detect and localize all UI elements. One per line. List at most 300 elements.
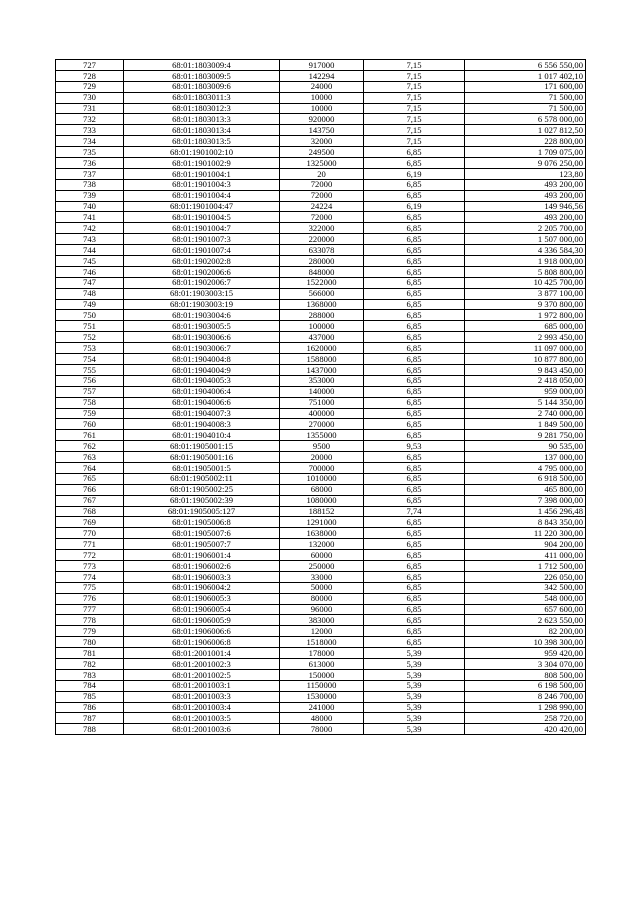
area-cell: 920000 — [280, 114, 364, 125]
table-row — [56, 70, 586, 81]
area-cell: 249500 — [280, 147, 364, 158]
cadastral-value-cell: 6 578 000,00 — [465, 114, 586, 125]
row-number-cell: 773 — [56, 560, 124, 571]
row-number-cell: 736 — [56, 158, 124, 169]
cadastral-number-cell: 68:01:1904005:3 — [124, 375, 280, 386]
cadastral-number-cell: 68:01:1905002:11 — [124, 473, 280, 484]
table-row — [56, 332, 586, 343]
row-number-cell: 776 — [56, 593, 124, 604]
area-cell: 1522000 — [280, 277, 364, 288]
row-number-cell: 769 — [56, 517, 124, 528]
rate-cell: 6,85 — [364, 528, 465, 539]
area-cell: 10000 — [280, 103, 364, 114]
row-number-cell: 751 — [56, 321, 124, 332]
cadastral-number-cell: 68:01:1903004:6 — [124, 310, 280, 321]
area-cell: 24000 — [280, 81, 364, 92]
cadastral-number-cell: 68:01:1803011:3 — [124, 92, 280, 103]
cadastral-value-cell: 2 418 050,00 — [465, 375, 586, 386]
rate-cell: 6,85 — [364, 266, 465, 277]
rate-cell: 6,85 — [364, 484, 465, 495]
row-number-cell: 784 — [56, 680, 124, 691]
cadastral-value-cell: 90 535,00 — [465, 441, 586, 452]
row-number-cell: 779 — [56, 626, 124, 637]
cadastral-value-cell: 657 600,00 — [465, 604, 586, 615]
cadastral-number-cell: 68:01:1902002:8 — [124, 256, 280, 267]
cadastral-number-cell: 68:01:1803013:4 — [124, 125, 280, 136]
table-row — [56, 212, 586, 223]
table-row — [56, 277, 586, 288]
rate-cell: 5,39 — [364, 680, 465, 691]
row-number-cell: 729 — [56, 81, 124, 92]
table-row — [56, 397, 586, 408]
area-cell: 1620000 — [280, 343, 364, 354]
cadastral-number-cell: 68:01:1901004:5 — [124, 212, 280, 223]
rate-cell: 6,85 — [364, 637, 465, 648]
cadastral-value-cell: 171 600,00 — [465, 81, 586, 92]
cadastral-value-cell: 71 500,00 — [465, 92, 586, 103]
rate-cell: 7,15 — [364, 92, 465, 103]
cadastral-number-cell: 68:01:1905005:127 — [124, 506, 280, 517]
row-number-cell: 747 — [56, 277, 124, 288]
rate-cell: 6,85 — [364, 321, 465, 332]
area-cell: 1368000 — [280, 299, 364, 310]
cadastral-number-cell: 68:01:1803012:3 — [124, 103, 280, 114]
rate-cell: 6,85 — [364, 571, 465, 582]
rate-cell: 7,15 — [364, 60, 465, 71]
table-row — [56, 375, 586, 386]
cadastral-number-cell: 68:01:1906006:6 — [124, 626, 280, 637]
area-cell: 24224 — [280, 201, 364, 212]
row-number-cell: 745 — [56, 256, 124, 267]
rate-cell: 6,85 — [364, 179, 465, 190]
area-cell: 143750 — [280, 125, 364, 136]
table-row — [56, 637, 586, 648]
row-number-cell: 783 — [56, 669, 124, 680]
cadastral-value-cell: 2 993 450,00 — [465, 332, 586, 343]
row-number-cell: 732 — [56, 114, 124, 125]
table-row — [56, 147, 586, 158]
area-cell: 322000 — [280, 223, 364, 234]
table-row — [56, 680, 586, 691]
row-number-cell: 786 — [56, 702, 124, 713]
row-number-cell: 782 — [56, 658, 124, 669]
table-row — [56, 615, 586, 626]
rate-cell: 6,85 — [364, 462, 465, 473]
area-cell: 132000 — [280, 539, 364, 550]
rate-cell: 6,85 — [364, 256, 465, 267]
table-row — [56, 201, 586, 212]
table-row — [56, 419, 586, 430]
area-cell: 140000 — [280, 386, 364, 397]
row-number-cell: 753 — [56, 343, 124, 354]
cadastral-number-cell: 68:01:1905002:39 — [124, 495, 280, 506]
area-cell: 68000 — [280, 484, 364, 495]
cadastral-value-cell: 11 220 300,00 — [465, 528, 586, 539]
row-number-cell: 763 — [56, 452, 124, 463]
cadastral-value-cell: 3 877 100,00 — [465, 288, 586, 299]
rate-cell: 7,15 — [364, 81, 465, 92]
table-row — [56, 604, 586, 615]
rate-cell: 6,85 — [364, 539, 465, 550]
cadastral-number-cell: 68:01:1901007:4 — [124, 245, 280, 256]
rate-cell: 6,85 — [364, 615, 465, 626]
row-number-cell: 778 — [56, 615, 124, 626]
table-row — [56, 343, 586, 354]
table-row — [56, 593, 586, 604]
row-number-cell: 744 — [56, 245, 124, 256]
row-number-cell: 760 — [56, 419, 124, 430]
table-row — [56, 669, 586, 680]
row-number-cell: 761 — [56, 430, 124, 441]
rate-cell: 9,53 — [364, 441, 465, 452]
rate-cell: 7,15 — [364, 70, 465, 81]
table-row — [56, 517, 586, 528]
table-row — [56, 528, 586, 539]
cadastral-value-cell: 8 843 350,00 — [465, 517, 586, 528]
cadastral-value-cell: 2 740 000,00 — [465, 408, 586, 419]
area-cell: 400000 — [280, 408, 364, 419]
cadastral-value-cell: 411 000,00 — [465, 550, 586, 561]
area-cell: 1325000 — [280, 158, 364, 169]
row-number-cell: 775 — [56, 582, 124, 593]
area-cell: 1080000 — [280, 495, 364, 506]
rate-cell: 6,85 — [364, 550, 465, 561]
row-number-cell: 787 — [56, 713, 124, 724]
cadastral-number-cell: 68:01:1904004:8 — [124, 354, 280, 365]
row-number-cell: 756 — [56, 375, 124, 386]
rate-cell: 6,85 — [364, 386, 465, 397]
area-cell: 1437000 — [280, 364, 364, 375]
table-row — [56, 321, 586, 332]
cadastral-number-cell: 68:01:1901004:4 — [124, 190, 280, 201]
row-number-cell: 759 — [56, 408, 124, 419]
row-number-cell: 728 — [56, 70, 124, 81]
area-cell: 633078 — [280, 245, 364, 256]
row-number-cell: 788 — [56, 724, 124, 735]
row-number-cell: 743 — [56, 234, 124, 245]
cadastral-number-cell: 68:01:1901002:9 — [124, 158, 280, 169]
area-cell: 280000 — [280, 256, 364, 267]
table-row — [56, 702, 586, 713]
table-row — [56, 713, 586, 724]
cadastral-number-cell: 68:01:1903006:7 — [124, 343, 280, 354]
area-cell: 142294 — [280, 70, 364, 81]
cadastral-number-cell: 68:01:1906003:3 — [124, 571, 280, 582]
area-cell: 848000 — [280, 266, 364, 277]
cadastral-number-cell: 68:01:2001002:5 — [124, 669, 280, 680]
table-row — [56, 484, 586, 495]
cadastral-number-cell: 68:01:1901004:7 — [124, 223, 280, 234]
rate-cell: 6,19 — [364, 168, 465, 179]
cadastral-value-cell: 959 000,00 — [465, 386, 586, 397]
table-row — [56, 354, 586, 365]
cadastral-number-cell: 68:01:1903003:19 — [124, 299, 280, 310]
table-row — [56, 266, 586, 277]
cadastral-value-cell: 808 500,00 — [465, 669, 586, 680]
cadastral-number-cell: 68:01:1903005:5 — [124, 321, 280, 332]
table-row — [56, 223, 586, 234]
row-number-cell: 765 — [56, 473, 124, 484]
area-cell: 353000 — [280, 375, 364, 386]
area-cell: 100000 — [280, 321, 364, 332]
area-cell: 383000 — [280, 615, 364, 626]
area-cell: 250000 — [280, 560, 364, 571]
row-number-cell: 733 — [56, 125, 124, 136]
cadastral-number-cell: 68:01:1901004:3 — [124, 179, 280, 190]
cadastral-number-cell: 68:01:1904006:6 — [124, 397, 280, 408]
cadastral-value-cell: 4 795 000,00 — [465, 462, 586, 473]
row-number-cell: 777 — [56, 604, 124, 615]
rate-cell: 6,85 — [364, 190, 465, 201]
cadastral-value-cell: 1 849 500,00 — [465, 419, 586, 430]
cadastral-value-cell: 548 000,00 — [465, 593, 586, 604]
table-row — [56, 691, 586, 702]
table-row — [56, 452, 586, 463]
rate-cell: 6,85 — [364, 277, 465, 288]
table-row — [56, 430, 586, 441]
row-number-cell: 749 — [56, 299, 124, 310]
table-row — [56, 103, 586, 114]
row-number-cell: 741 — [56, 212, 124, 223]
area-cell: 917000 — [280, 60, 364, 71]
table-row — [56, 386, 586, 397]
rate-cell: 7,74 — [364, 506, 465, 517]
row-number-cell: 762 — [56, 441, 124, 452]
area-cell: 241000 — [280, 702, 364, 713]
row-number-cell: 780 — [56, 637, 124, 648]
area-cell: 700000 — [280, 462, 364, 473]
rate-cell: 6,85 — [364, 473, 465, 484]
cadastral-value-cell: 9 370 800,00 — [465, 299, 586, 310]
row-number-cell: 740 — [56, 201, 124, 212]
cadastral-value-cell: 10 877 800,00 — [465, 354, 586, 365]
rate-cell: 6,85 — [364, 364, 465, 375]
table-row — [56, 136, 586, 147]
row-number-cell: 737 — [56, 168, 124, 179]
rate-cell: 6,85 — [364, 560, 465, 571]
area-cell: 72000 — [280, 190, 364, 201]
row-number-cell: 746 — [56, 266, 124, 277]
row-number-cell: 767 — [56, 495, 124, 506]
rate-cell: 6,85 — [364, 310, 465, 321]
cadastral-value-cell: 6 556 550,00 — [465, 60, 586, 71]
cadastral-number-cell: 68:01:1904004:9 — [124, 364, 280, 375]
area-cell: 96000 — [280, 604, 364, 615]
cadastral-number-cell: 68:01:1902006:7 — [124, 277, 280, 288]
cadastral-value-cell: 1 017 402,10 — [465, 70, 586, 81]
cadastral-number-cell: 68:01:1906005:4 — [124, 604, 280, 615]
cadastral-number-cell: 68:01:2001003:1 — [124, 680, 280, 691]
cadastral-value-cell: 7 398 000,00 — [465, 495, 586, 506]
table-row — [56, 158, 586, 169]
rate-cell: 6,85 — [364, 582, 465, 593]
cadastral-value-cell: 9 281 750,00 — [465, 430, 586, 441]
cadastral-value-cell: 342 500,00 — [465, 582, 586, 593]
cadastral-number-cell: 68:01:1902006:6 — [124, 266, 280, 277]
table-row — [56, 506, 586, 517]
row-number-cell: 727 — [56, 60, 124, 71]
row-number-cell: 738 — [56, 179, 124, 190]
cadastral-number-cell: 68:01:1905007:6 — [124, 528, 280, 539]
cadastral-value-cell: 493 200,00 — [465, 179, 586, 190]
table-row — [56, 245, 586, 256]
rate-cell: 7,15 — [364, 103, 465, 114]
rate-cell: 6,85 — [364, 626, 465, 637]
area-cell: 10000 — [280, 92, 364, 103]
cadastral-value-cell: 9 843 450,00 — [465, 364, 586, 375]
cadastral-value-cell: 228 800,00 — [465, 136, 586, 147]
rate-cell: 6,19 — [364, 201, 465, 212]
cadastral-number-cell: 68:01:2001003:5 — [124, 713, 280, 724]
cadastral-value-cell: 1 298 990,00 — [465, 702, 586, 713]
row-number-cell: 781 — [56, 648, 124, 659]
cadastral-number-cell: 68:01:1906002:6 — [124, 560, 280, 571]
cadastral-number-cell: 68:01:1803009:4 — [124, 60, 280, 71]
area-cell: 150000 — [280, 669, 364, 680]
table-row — [56, 560, 586, 571]
rate-cell: 7,15 — [364, 136, 465, 147]
cadastral-value-cell: 5 808 800,00 — [465, 266, 586, 277]
table-row — [56, 462, 586, 473]
table-row — [56, 81, 586, 92]
cadastral-value-cell: 420 420,00 — [465, 724, 586, 735]
cadastral-value-cell: 10 425 700,00 — [465, 277, 586, 288]
rate-cell: 6,85 — [364, 354, 465, 365]
table-row — [56, 364, 586, 375]
table-row — [56, 310, 586, 321]
row-number-cell: 771 — [56, 539, 124, 550]
area-cell: 188152 — [280, 506, 364, 517]
cadastral-number-cell: 68:01:1905001:15 — [124, 441, 280, 452]
rate-cell: 5,39 — [364, 658, 465, 669]
cadastral-value-cell: 4 336 584,30 — [465, 245, 586, 256]
cadastral-number-cell: 68:01:2001003:4 — [124, 702, 280, 713]
cadastral-value-cell: 1 027 812,50 — [465, 125, 586, 136]
cadastral-number-cell: 68:01:1901002:10 — [124, 147, 280, 158]
cadastral-value-cell: 1 507 000,00 — [465, 234, 586, 245]
cadastral-number-cell: 68:01:1803009:6 — [124, 81, 280, 92]
table-row — [56, 168, 586, 179]
table-row — [56, 648, 586, 659]
rate-cell: 6,85 — [364, 245, 465, 256]
cadastral-number-cell: 68:01:1905006:8 — [124, 517, 280, 528]
area-cell: 20 — [280, 168, 364, 179]
area-cell: 33000 — [280, 571, 364, 582]
table-row — [56, 125, 586, 136]
cadastral-number-cell: 68:01:1906004:2 — [124, 582, 280, 593]
row-number-cell: 742 — [56, 223, 124, 234]
area-cell: 72000 — [280, 179, 364, 190]
area-cell: 288000 — [280, 310, 364, 321]
area-cell: 1010000 — [280, 473, 364, 484]
table-row — [56, 539, 586, 550]
row-number-cell: 757 — [56, 386, 124, 397]
table-row — [56, 114, 586, 125]
area-cell: 20000 — [280, 452, 364, 463]
area-cell: 50000 — [280, 582, 364, 593]
rate-cell: 5,39 — [364, 702, 465, 713]
cadastral-number-cell: 68:01:1901007:3 — [124, 234, 280, 245]
row-number-cell: 774 — [56, 571, 124, 582]
area-cell: 80000 — [280, 593, 364, 604]
rate-cell: 6,85 — [364, 430, 465, 441]
rate-cell: 6,85 — [364, 343, 465, 354]
cadastral-number-cell: 68:01:2001003:6 — [124, 724, 280, 735]
cadastral-number-cell: 68:01:2001001:4 — [124, 648, 280, 659]
rate-cell: 6,85 — [364, 593, 465, 604]
cadastral-number-cell: 68:01:1901004:47 — [124, 201, 280, 212]
table-row — [56, 256, 586, 267]
table-row — [56, 234, 586, 245]
rate-cell: 6,85 — [364, 147, 465, 158]
table-row — [56, 190, 586, 201]
cadastral-number-cell: 68:01:2001002:3 — [124, 658, 280, 669]
area-cell: 1355000 — [280, 430, 364, 441]
cadastral-number-cell: 68:01:1904010:4 — [124, 430, 280, 441]
cadastral-number-cell: 68:01:1903003:15 — [124, 288, 280, 299]
row-number-cell: 772 — [56, 550, 124, 561]
cadastral-value-cell: 465 800,00 — [465, 484, 586, 495]
area-cell: 9500 — [280, 441, 364, 452]
rate-cell: 6,85 — [364, 212, 465, 223]
table-row — [56, 60, 586, 71]
cadastral-number-cell: 68:01:1803013:5 — [124, 136, 280, 147]
rate-cell: 5,39 — [364, 713, 465, 724]
rate-cell: 5,39 — [364, 669, 465, 680]
table-row — [56, 724, 586, 735]
table-row — [56, 550, 586, 561]
rate-cell: 6,85 — [364, 452, 465, 463]
cadastral-number-cell: 68:01:1901004:1 — [124, 168, 280, 179]
cadastral-value-cell: 71 500,00 — [465, 103, 586, 114]
area-cell: 270000 — [280, 419, 364, 430]
cadastral-number-cell: 68:01:1906001:4 — [124, 550, 280, 561]
rate-cell: 6,85 — [364, 517, 465, 528]
area-cell: 437000 — [280, 332, 364, 343]
table-row — [56, 299, 586, 310]
cadastral-number-cell: 68:01:2001003:3 — [124, 691, 280, 702]
area-cell: 12000 — [280, 626, 364, 637]
row-number-cell: 768 — [56, 506, 124, 517]
cadastral-value-cell: 8 246 700,00 — [465, 691, 586, 702]
cadastral-number-cell: 68:01:1903006:6 — [124, 332, 280, 343]
rate-cell: 6,85 — [364, 234, 465, 245]
rate-cell: 6,85 — [364, 299, 465, 310]
area-cell: 60000 — [280, 550, 364, 561]
table-row — [56, 288, 586, 299]
cadastral-number-cell: 68:01:1906005:9 — [124, 615, 280, 626]
table-row — [56, 582, 586, 593]
cadastral-value-cell: 137 000,00 — [465, 452, 586, 463]
table-row — [56, 495, 586, 506]
rate-cell: 6,85 — [364, 397, 465, 408]
area-cell: 1530000 — [280, 691, 364, 702]
table-row — [56, 571, 586, 582]
area-cell: 178000 — [280, 648, 364, 659]
cadastral-value-table — [55, 59, 586, 735]
rate-cell: 6,85 — [364, 419, 465, 430]
cadastral-number-cell: 68:01:1803009:5 — [124, 70, 280, 81]
cadastral-value-cell: 3 304 070,00 — [465, 658, 586, 669]
rate-cell: 6,85 — [364, 288, 465, 299]
row-number-cell: 764 — [56, 462, 124, 473]
cadastral-value-cell: 82 200,00 — [465, 626, 586, 637]
cadastral-value-cell: 2 623 550,00 — [465, 615, 586, 626]
area-cell: 32000 — [280, 136, 364, 147]
area-cell: 48000 — [280, 713, 364, 724]
cadastral-value-cell: 149 946,56 — [465, 201, 586, 212]
cadastral-value-cell: 493 200,00 — [465, 212, 586, 223]
